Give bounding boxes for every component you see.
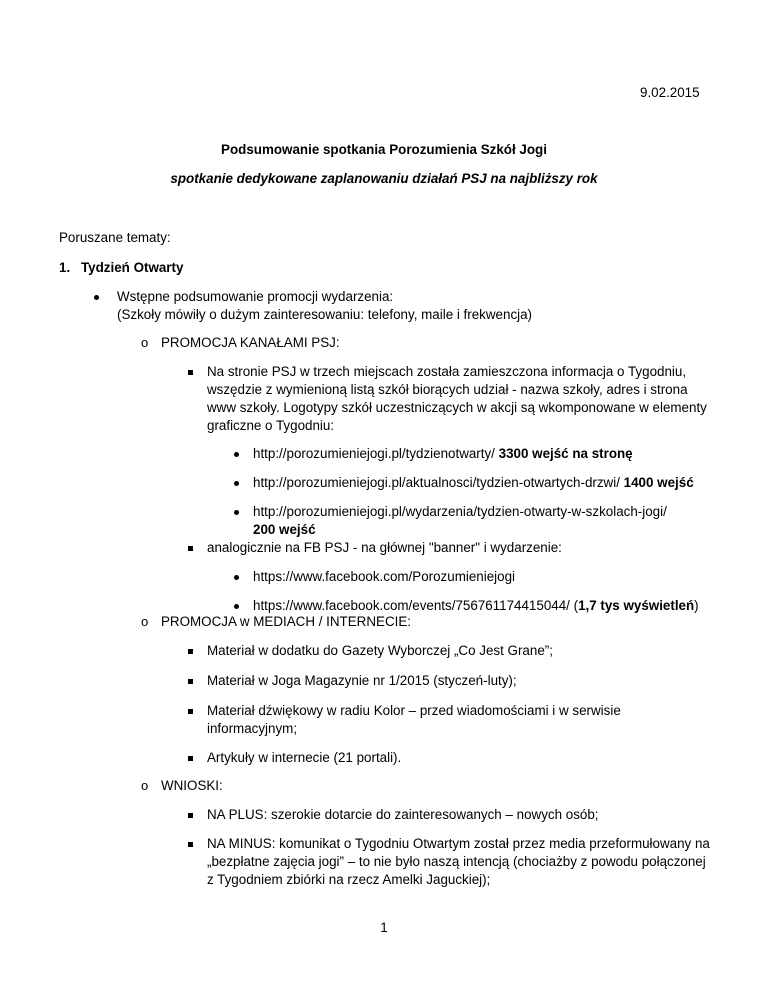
square-bullet-icon [188,709,193,714]
summary-line: (Szkoły mówiły o dużym zainteresowaniu: telefony, maile i frekwencja) [117,307,533,322]
square-bullet-icon [188,842,193,847]
promo-media-item: Artykuły w internecie (21 portali). [207,750,402,765]
promo-media-item: Materiał w dodatku do Gazety Wyborczej „Co Jest Grane”; [207,643,553,658]
promo-media-heading: PROMOCJA w MEDIACH / INTERNECIE: [161,614,411,629]
link-url[interactable]: http://porozumieniejogi.pl/aktualnosci/tydzien-otwartych-drzwi/ [253,475,620,490]
link-stat: 1400 wejść [623,475,694,490]
page-number: 1 [380,920,388,935]
promo-media-item: Materiał dźwiękowy w radiu Kolor – przed wiadomościami i w serwisie [207,703,621,718]
summary-line: Wstępne podsumowanie promocji wydarzenia: [117,289,394,304]
square-bullet-icon [188,546,193,551]
promo-psj-heading: PROMOCJA KANAŁAMI PSJ: [161,335,340,350]
link-url[interactable]: http://porozumieniejogi.pl/tydzienotwarty/ [253,446,495,461]
square-bullet-icon [188,679,193,684]
disc-bullet-icon [234,452,239,457]
circle-bullet-icon: o [141,778,149,793]
square-bullet-icon [188,813,193,818]
disc-bullet-icon [234,481,239,486]
conclusion-minus: z Tygodniem zbiórki na rzecz Amelki Jaguckiej); [207,872,491,887]
link-suffix: ) [694,598,699,613]
square-bullet-icon [188,649,193,654]
disc-bullet-icon [94,295,99,300]
link-stat: 3300 wejść na stronę [498,446,633,461]
conclusion-minus: „bezpłatne zajęcia jogi” – to nie było naszą intencją (chociażby z powodu połączonej [207,854,706,869]
promo-psj-text: www szkoły. Logotypy szkół uczestniczących w akcji są wkomponowane w elementy [207,400,707,415]
disc-bullet-icon [234,510,239,515]
link-stat: 1,7 tys wyświetleń [578,598,695,613]
section-number: 1. [59,260,71,275]
disc-bullet-icon [234,604,239,609]
document-subtitle: spotkanie dedykowane zaplanowaniu działań PSJ na najbliższy rok [170,171,598,186]
link-url[interactable]: https://www.facebook.com/Porozumieniejogi [253,569,515,584]
promo-psj-text: Na stronie PSJ w trzech miejscach została zamieszczona informacja o Tygodniu, [207,364,687,379]
circle-bullet-icon: o [141,614,149,629]
promo-psj-fb-text: analogicznie na FB PSJ - na głównej "banner" i wydarzenie: [207,540,562,555]
conclusions-heading: WNIOSKI: [161,778,223,793]
link-stat: 200 wejść [253,522,316,537]
link-url[interactable]: http://porozumieniejogi.pl/wydarzenia/tydzien-otwarty-w-szkolach-jogi/ [253,504,667,519]
link-item[interactable] [253,474,694,492]
link-url[interactable]: https://www.facebook.com/events/756761174415044/ ( [253,598,579,613]
topics-intro: Poruszane tematy: [59,230,171,245]
disc-bullet-icon [234,575,239,580]
section-heading: Tydzień Otwarty [81,260,184,275]
conclusion-plus: NA PLUS: szerokie dotarcie do zainteresowanych – nowych osób; [207,807,599,822]
document-date: 9.02.2015 [640,85,700,100]
link-item[interactable] [253,445,633,463]
promo-psj-text: wszędzie z wymienioną listą szkół biorących udział - nazwa szkoły, adres i strona [207,382,688,397]
promo-media-item: Materiał w Joga Magazynie nr 1/2015 (styczeń-luty); [207,673,517,688]
conclusion-minus: NA MINUS: komunikat o Tygodniu Otwartym został przez media przeformułowany na [207,836,710,851]
square-bullet-icon [188,756,193,761]
promo-psj-text: graficzne o Tygodniu: [207,418,335,433]
square-bullet-icon [188,370,193,375]
circle-bullet-icon: o [141,335,149,350]
promo-media-item: informacyjnym; [207,721,298,736]
document-title: Podsumowanie spotkania Porozumienia Szkół Jogi [221,142,547,157]
